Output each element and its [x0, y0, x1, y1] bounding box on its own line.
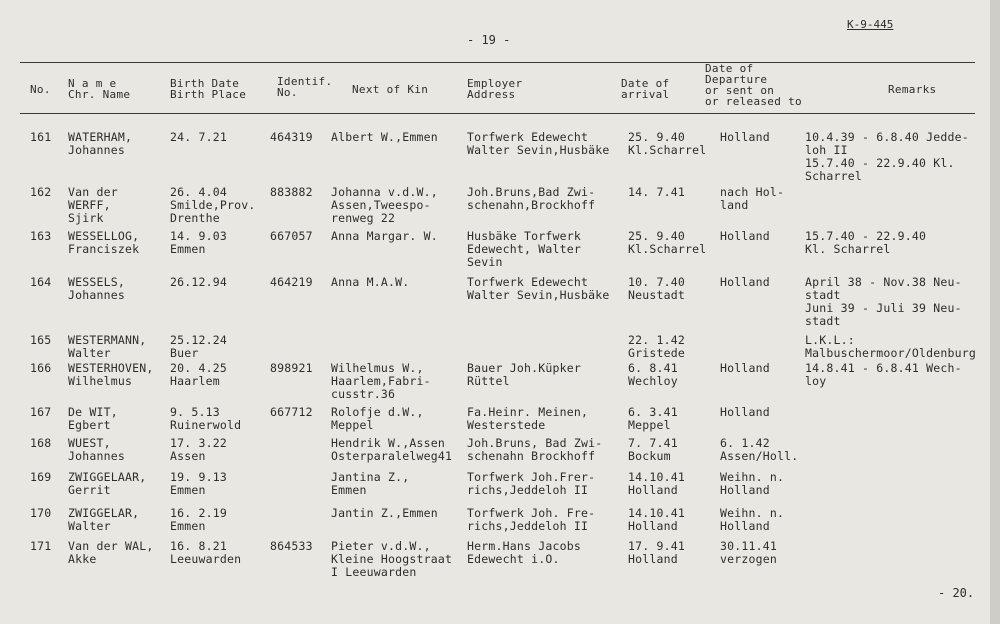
cell-remarks: L.K.L.: Malbuschermoor/Oldenburg [805, 333, 976, 360]
cell-departure: nach Hol- land [720, 185, 785, 212]
cell-next-of-kin: Rolofje d.W., Meppel [331, 405, 424, 432]
cell-next-of-kin: Anna Margar. W. [331, 229, 438, 243]
cell-departure: Holland [720, 130, 770, 144]
cell-arrival: 25. 9.40 Kl.Scharrel [628, 130, 707, 157]
cell-departure: Holland [720, 405, 770, 419]
cell-name: WESTERHOVEN, Wilhelmus [68, 361, 154, 388]
cell-arrival: 7. 7.41 Bockum [628, 436, 678, 463]
cell-birth: 25.12.24 Buer [170, 333, 227, 360]
cell-birth: 16. 8.21 Leeuwarden [170, 539, 242, 566]
header-top-rule [20, 62, 975, 63]
cell-arrival: 6. 3.41 Meppel [628, 405, 678, 432]
cell-departure: Holland [720, 275, 770, 289]
cell-birth: 16. 2.19 Emmen [170, 506, 227, 533]
cell-ident: 667057 [270, 229, 313, 243]
scan-edge [990, 0, 1000, 624]
cell-name: WESTERMANN, Walter [68, 333, 147, 360]
header-arrival: Date of arrival [621, 77, 670, 101]
header-departure: Date of Departure or sent on or released to [705, 62, 802, 108]
cell-ident: 864533 [270, 539, 313, 553]
continued-page-marker: - 20. [938, 586, 975, 600]
cell-birth: 19. 9.13 Emmen [170, 470, 227, 497]
cell-next-of-kin: Anna M.A.W. [331, 275, 410, 289]
cell-departure: 30.11.41 verzogen [720, 539, 777, 566]
cell-name: Van der WERFF, Sjirk [68, 185, 118, 225]
cell-arrival: 25. 9.40 Kl.Scharrel [628, 229, 707, 256]
cell-remarks: 10.4.39 - 6.8.40 Jedde- loh II 15.7.40 - 22.9.40 Kl. Scharrel [805, 130, 969, 183]
cell-arrival: 6. 8.41 Wechloy [628, 361, 678, 388]
cell-no: 162 [30, 185, 52, 199]
cell-next-of-kin: Johanna v.d.W., Assen,Tweespo- renweg 22 [331, 185, 438, 225]
cell-name: De WIT, Egbert [68, 405, 118, 432]
cell-name: ZWIGGELAAR, Gerrit [68, 470, 147, 497]
cell-birth: 24. 7.21 [170, 130, 227, 144]
cell-birth: 26. 4.04 Smilde,Prov. Drenthe [170, 185, 256, 225]
cell-ident: 464219 [270, 275, 313, 289]
cell-no: 161 [30, 130, 52, 144]
cell-employer: Joh.Bruns,Bad Zwi- schenahn,Brockhoff [467, 185, 596, 212]
cell-next-of-kin: Hendrik W.,Assen Osterparalelweg41 [331, 436, 453, 463]
cell-employer: Joh.Bruns, Bad Zwi- schenahn Brockhoff [467, 436, 603, 463]
cell-ident: 883882 [270, 185, 313, 199]
cell-next-of-kin: Jantina Z., Emmen [331, 470, 410, 497]
header-employer: Employer Address [467, 77, 523, 101]
cell-employer: Herm.Hans Jacobs Edewecht i.O. [467, 539, 581, 566]
cell-no: 167 [30, 405, 52, 419]
cell-employer: Husbäke Torfwerk Edewecht, Walter Sevin [467, 229, 581, 269]
cell-ident: 898921 [270, 361, 313, 375]
cell-birth: 17. 3.22 Assen [170, 436, 227, 463]
cell-birth: 20. 4.25 Haarlem [170, 361, 227, 388]
header-remarks: Remarks [888, 83, 937, 96]
cell-departure: Holland [720, 361, 770, 375]
cell-employer: Torfwerk Joh.Frer- richs,Jeddeloh II [467, 470, 596, 497]
header-name: N a m e Chr. Name [68, 77, 131, 101]
cell-remarks: 14.8.41 - 6.8.41 Wech- loy [805, 361, 962, 388]
cell-no: 163 [30, 229, 52, 243]
cell-no: 168 [30, 436, 52, 450]
cell-birth: 14. 9.03 Emmen [170, 229, 227, 256]
cell-departure: Weihn. n. Holland [720, 506, 785, 533]
cell-remarks: April 38 - Nov.38 Neu- stadt Juni 39 - Juli 39 Neu- stadt [805, 275, 962, 328]
cell-arrival: 14. 7.41 [628, 185, 685, 199]
cell-name: Van der WAL, Akke [68, 539, 154, 566]
cell-employer: Torfwerk Edewecht Walter Sevin,Husbäke [467, 130, 610, 157]
cell-next-of-kin: Wilhelmus W., Haarlem,Fabri- cusstr.36 [331, 361, 431, 401]
cell-employer: Torfwerk Edewecht Walter Sevin,Husbäke [467, 275, 610, 302]
header-birth: Birth Date Birth Place [170, 77, 247, 101]
header-kin: Next of Kin [352, 83, 429, 96]
cell-departure: 6. 1.42 Assen/Holl. [720, 436, 799, 463]
cell-arrival: 10. 7.40 Neustadt [628, 275, 685, 302]
document-reference: K-9-445 [847, 18, 894, 31]
cell-employer: Bauer Joh.Küpker Rüttel [467, 361, 581, 388]
cell-arrival: 22. 1.42 Gristede [628, 333, 685, 360]
cell-birth: 26.12.94 [170, 275, 227, 289]
cell-name: ZWIGGELAR, Walter [68, 506, 140, 533]
cell-no: 166 [30, 361, 52, 375]
header-ident: Identif. No. [277, 75, 333, 99]
cell-ident: 464319 [270, 130, 313, 144]
cell-departure: Weihn. n. Holland [720, 470, 785, 497]
cell-ident: 667712 [270, 405, 313, 419]
cell-name: WUEST, Johannes [68, 436, 125, 463]
cell-next-of-kin: Albert W.,Emmen [331, 130, 438, 144]
cell-name: WATERHAM, Johannes [68, 130, 133, 157]
cell-departure: Holland [720, 229, 770, 243]
cell-no: 165 [30, 333, 52, 347]
cell-name: WESSELLOG, Franciszek [68, 229, 140, 256]
cell-name: WESSELS, Johannes [68, 275, 125, 302]
cell-next-of-kin: Jantin Z.,Emmen [331, 506, 438, 520]
cell-arrival: 14.10.41 Holland [628, 506, 685, 533]
cell-no: 171 [30, 539, 52, 553]
cell-birth: 9. 5.13 Ruinerwold [170, 405, 242, 432]
header-bottom-rule [20, 113, 975, 114]
cell-remarks: 15.7.40 - 22.9.40 Kl. Scharrel [805, 229, 927, 256]
page-number: - 19 - [467, 33, 511, 47]
cell-arrival: 14.10.41 Holland [628, 470, 685, 497]
cell-arrival: 17. 9.41 Holland [628, 539, 685, 566]
cell-employer: Fa.Heinr. Meinen, Westerstede [467, 405, 589, 432]
cell-employer: Torfwerk Joh. Fre- richs,Jeddeloh II [467, 506, 596, 533]
cell-next-of-kin: Pieter v.d.W., Kleine Hoogstraat I Leeuwarden [331, 539, 453, 579]
cell-no: 170 [30, 506, 52, 520]
cell-no: 169 [30, 470, 52, 484]
header-no: No. [30, 83, 51, 96]
cell-no: 164 [30, 275, 52, 289]
